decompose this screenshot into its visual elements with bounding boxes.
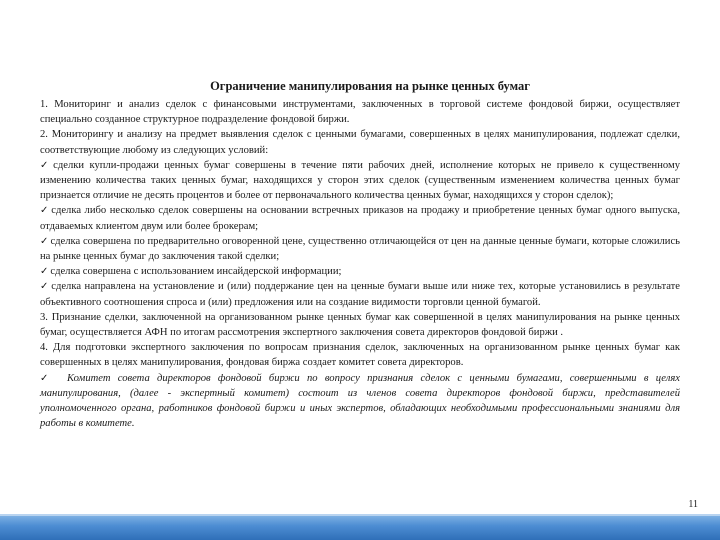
paragraph-4: 4. Для подготовки экспертного заключения по вопросам признания сделок, заключенных на организованном рынке ценных бумаг как совершенных в целях манипулирования, фондовая биржа создает комитет совета директоров. — [40, 342, 680, 369]
checkmark-icon: ✓ — [40, 159, 52, 171]
checkmark-icon: ✓ — [40, 266, 49, 278]
condition-item — [40, 203, 680, 233]
condition-text: сделка совершена с использованием инсайдерской информации; — [50, 266, 342, 278]
footer-bar — [0, 514, 720, 540]
condition-item — [40, 264, 680, 279]
slide-body — [40, 97, 680, 431]
condition-text: сделка совершена по предварительно оговоренной цене, существенно отличающейся от цен на данные ценные бумаги, которые сложились на рынке ценных бумаг до заключения такой сделки; — [40, 235, 680, 263]
condition-text: сделки купли-продажи ценных бумаг совершены в течение пяти рабочих дней, исполнение которых не привело к существенному изменению количества таких ценных бумаг, находящихся у сторон этих сделок (существенным изменением количества ценных бумаг признается отличие не десять процентов и более от первоначального количества ценных бумаг, находящихся у сторон сделок); — [40, 159, 680, 202]
slide-title: Ограничение манипулирования на рынке ценных бумаг — [210, 79, 530, 93]
condition-text: сделка либо несколько сделок совершены на основании встречных приказов на продажу и приобретение ценных бумаг одного выпуска, отдаваемых клиентом двум или более брокерам; — [40, 205, 680, 232]
page-number: 11 — [688, 499, 698, 510]
condition-item — [40, 158, 680, 204]
paragraph-2: 2. Мониторингу и анализу на предмет выявления сделок с ценными бумагами, совершенных в целях манипулирования, подлежат сделки, соответствующие любому из следующих условий: — [40, 129, 680, 156]
condition-item — [40, 234, 680, 264]
checkmark-icon: ✓ — [40, 372, 54, 384]
checkmark-icon: ✓ — [40, 235, 49, 247]
paragraph-1: 1. Мониторинг и анализ сделок с финансовыми инструментами, заключенных в торговой системе фондовой биржи, осуществляет специально созданное структурное подразделение фондовой биржи. — [40, 99, 680, 126]
checkmark-icon: ✓ — [40, 205, 50, 217]
committee-note — [40, 371, 680, 432]
committee-note-text: Комитет совета директоров фондовой биржи по вопросу признания сделок с ценными бумагами, совершенными в целях манипулирования, (далее - экспертный комитет) состоит из членов совета директоров фондовой биржи, представителей уполномоченного органа, работников фондовой биржи и иных экспертов, обладающих необходимыми профессиональными знаниями для работы в комитете. — [40, 372, 680, 430]
condition-text: сделка направлена на установление и (или) поддержание цен на ценные бумаги выше или ниже тех, которые установились в результате объективного соотношения спроса и (или) предложения или на создание видимости торговли ценной бумагой. — [40, 281, 680, 308]
paragraph-3: 3. Признание сделки, заключенной на организованном рынке ценных бумаг как совершенной в целях манипулирования на рынке ценных бумаг, осуществляется АФН по итогам рассмотрения экспертного заключения совета директоров фондовой биржи . — [40, 311, 680, 339]
condition-item — [40, 279, 680, 309]
checkmark-icon: ✓ — [40, 281, 50, 293]
